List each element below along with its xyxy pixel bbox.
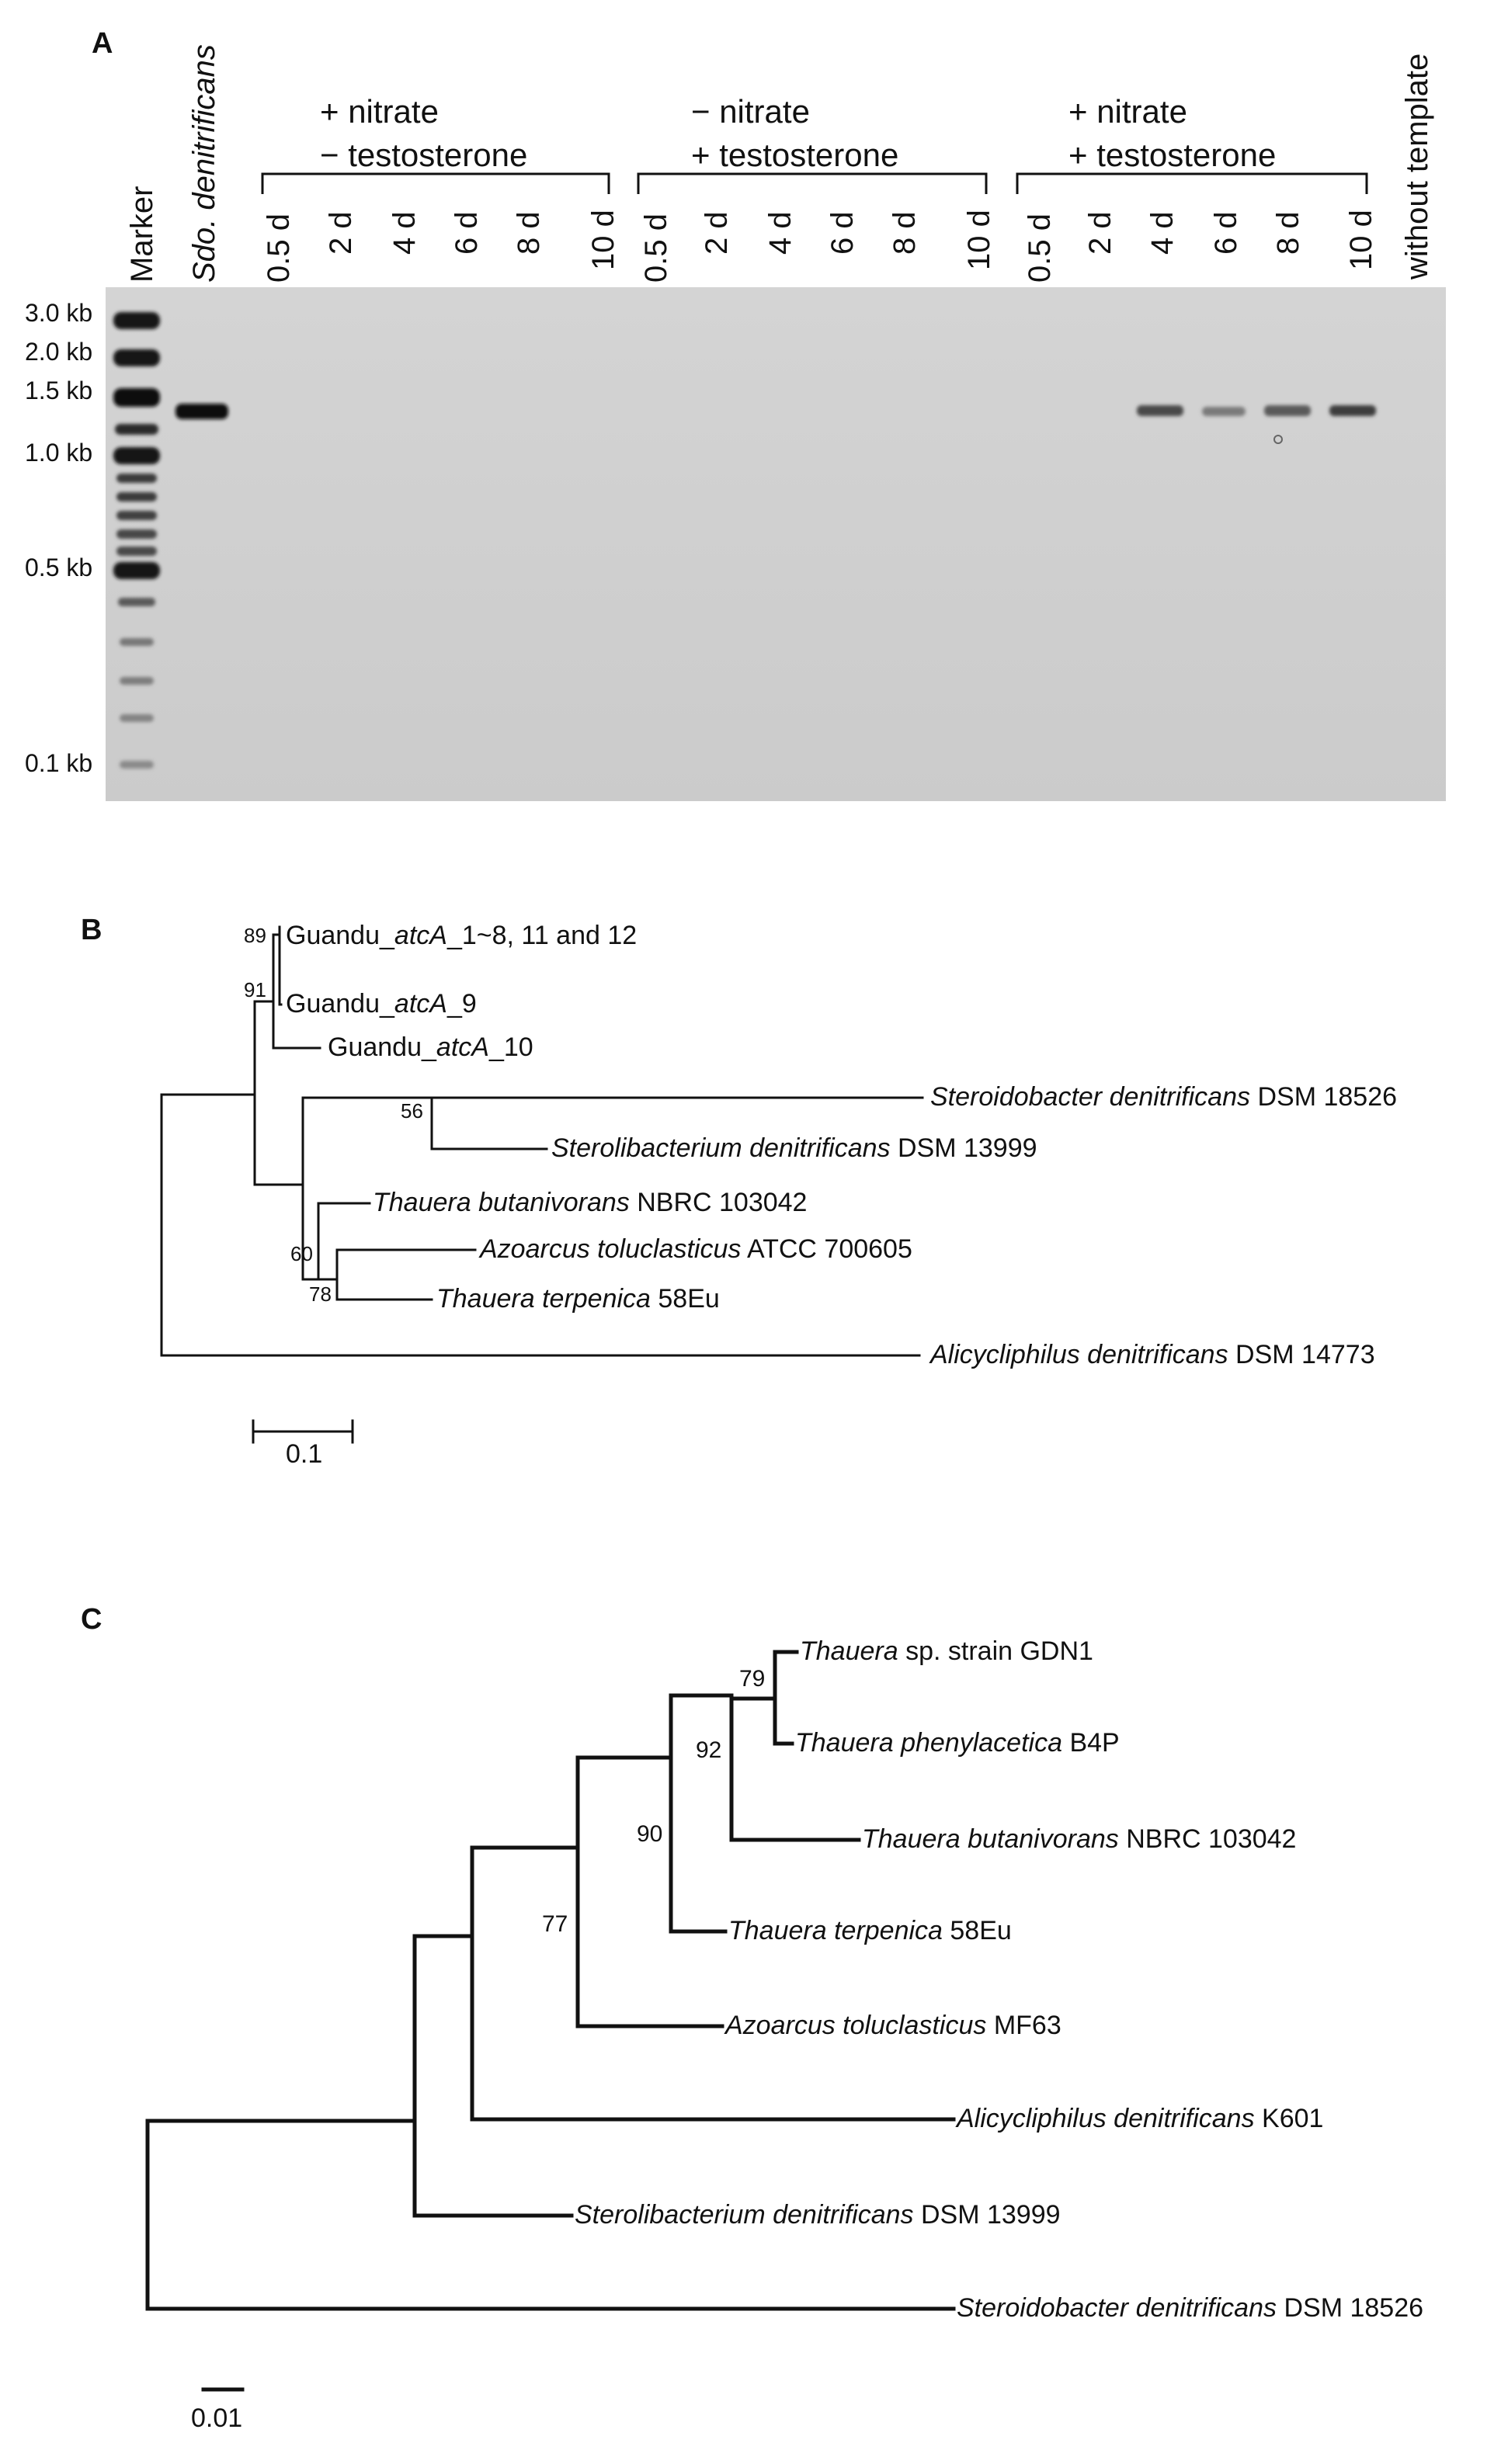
group-3-line2: + testosterone: [1068, 137, 1277, 173]
size-label: 3.0 kb: [25, 299, 93, 327]
panel-c-letter: C: [81, 1603, 102, 1636]
lane-label: 6 d: [825, 211, 860, 255]
tree-c-leaf: Thauera butanivorans NBRC 103042: [862, 1824, 1297, 1854]
lane-label: 8 d: [888, 211, 922, 255]
lane-label: 4 d: [763, 211, 797, 255]
lane-label-no-template: without template: [1400, 53, 1434, 279]
lane-label: 2 d: [324, 211, 358, 255]
tree-c-bootstrap: 79: [739, 1666, 766, 1692]
tree-c-leaf: Thauera sp. strain GDN1: [800, 1636, 1093, 1666]
group-3-line1: + nitrate: [1068, 93, 1187, 130]
size-label: 1.5 kb: [25, 377, 93, 404]
tree-b-bootstrap: 56: [401, 1099, 423, 1123]
tree-c-leaf: Azoarcus toluclasticus MF63: [725, 2011, 1061, 2040]
tree-b-leaf: Guandu_atcA_1~8, 11 and 12: [286, 921, 638, 950]
panel-a-letter: A: [92, 27, 113, 60]
lane-label: 0.5 d: [639, 213, 673, 283]
tree-c-scale-label: 0.01: [191, 2403, 243, 2433]
tree-b-leaf: Sterolibacterium denitrificans DSM 13999: [551, 1133, 1037, 1163]
lane-label: 10 d: [1344, 210, 1378, 270]
tree-b-leaf: Thauera butanivorans NBRC 103042: [373, 1188, 808, 1217]
lane-label: 4 d: [1145, 211, 1180, 255]
lane-label: 6 d: [1209, 211, 1243, 255]
tree-b-leaf: Guandu_atcA_10: [328, 1032, 533, 1062]
tree-b-bootstrap: 91: [244, 978, 266, 1001]
lane-label: 2 d: [1083, 211, 1117, 255]
tree-c-leaf: Steroidobacter denitrificans DSM 18526: [957, 2293, 1424, 2323]
group-2-bracket: [638, 174, 986, 194]
tree-b-leaf: Alicycliphilus denitrificans DSM 14773: [930, 1340, 1375, 1369]
tree-c-bootstrap: 90: [637, 1821, 663, 1847]
group-3-bracket: [1017, 174, 1367, 194]
tree-b-leaf: Guandu_atcA_9: [286, 989, 477, 1019]
lane-label: 0.5 d: [262, 213, 296, 283]
panel-b-letter: B: [81, 914, 102, 946]
group-1-line2: − testosterone: [320, 137, 528, 173]
lane-label: 2 d: [700, 211, 734, 255]
tree-b-leaf: Azoarcus toluclasticus ATCC 700605: [480, 1234, 912, 1264]
group-2-line2: + testosterone: [691, 137, 899, 173]
gel-background: [106, 287, 1446, 801]
size-label: 2.0 kb: [25, 338, 93, 366]
lane-label: 8 d: [512, 211, 546, 255]
lane-label: 4 d: [387, 211, 422, 255]
tree-b-leaf: Steroidobacter denitrificans DSM 18526: [930, 1082, 1398, 1112]
lane-label: 10 d: [962, 210, 996, 270]
lane-label: 8 d: [1271, 211, 1305, 255]
size-label: 0.5 kb: [25, 554, 93, 581]
tree-c-bootstrap: 92: [696, 1737, 722, 1763]
tree-c-leaf: Sterolibacterium denitrificans DSM 13999: [575, 2200, 1061, 2230]
tree-c-leaf: Thauera terpenica 58Eu: [728, 1916, 1012, 1945]
lane-label-sdo: Sdo. denitrificans: [187, 44, 221, 283]
tree-c-leaf: Alicycliphilus denitrificans K601: [957, 2104, 1324, 2133]
tree-b-bootstrap: 60: [290, 1242, 313, 1265]
tree-b-scale-label: 0.1: [286, 1439, 323, 1469]
tree-b-bootstrap: 89: [244, 924, 266, 947]
tree-c-bootstrap: 77: [542, 1911, 568, 1937]
lane-label-marker: Marker: [125, 186, 159, 283]
group-1-bracket: [262, 174, 609, 194]
size-label: 1.0 kb: [25, 439, 93, 467]
size-label: 0.1 kb: [25, 749, 93, 777]
lane-label: 10 d: [586, 210, 620, 270]
group-2-line1: − nitrate: [691, 93, 810, 130]
lane-label: 6 d: [450, 211, 484, 255]
lane-label: 0.5 d: [1023, 213, 1057, 283]
gel-image: [106, 287, 1446, 801]
group-1-line1: + nitrate: [320, 93, 439, 130]
tree-b-leaf: Thauera terpenica 58Eu: [436, 1284, 720, 1314]
tree-c-leaf: Thauera phenylacetica B4P: [795, 1728, 1120, 1758]
tree-b-bootstrap: 78: [309, 1282, 332, 1306]
